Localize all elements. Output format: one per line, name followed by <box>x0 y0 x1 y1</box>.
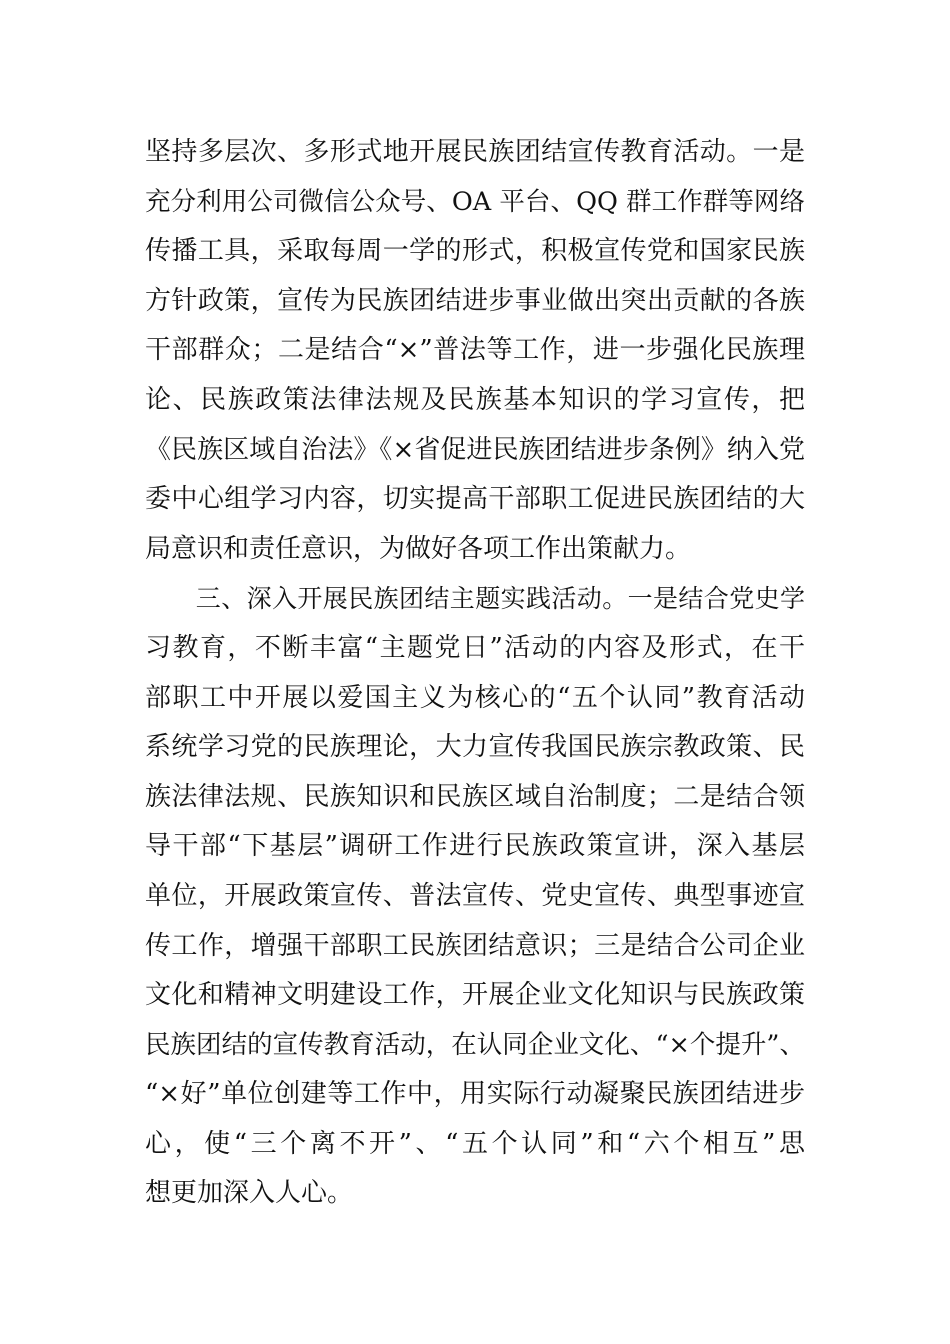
text-line-1: 坚持多层次、多形式地开展民族团结宣传教育活动。一是 <box>145 137 805 167</box>
text-line-19: 民族团结的宣传教育活动，在认同企业文化、“×个提升”、 <box>145 1029 805 1060</box>
text-line-7: 《民族区域自治法》《×省促进民族团结进步条例》纳入党 <box>145 434 805 465</box>
text-line-8: 委中心组学习内容，切实提高干部职工促进民族团结的大 <box>145 484 805 515</box>
text-line-17: 传工作，增强干部职工民族团结意识；三是结合公司企业 <box>145 930 805 961</box>
text-line-22: 想更加深入人心。 <box>145 1178 354 1209</box>
text-line-15: 导干部“下基层”调研工作进行民族政策宣讲，深入基层 <box>145 831 805 862</box>
text-line-4: 方针政策，宣传为民族团结进步事业做出突出贡献的各族 <box>145 285 805 316</box>
text-line-13: 系统学习党的民族理论，大力宣传我国民族宗教政策、民 <box>145 732 805 763</box>
text-line-6: 论、民族政策法律法规及民族基本知识的学习宣传，把 <box>145 384 805 415</box>
text-line-12: 部职工中开展以爱国主义为核心的“五个认同”教育活动 <box>145 682 805 713</box>
text-line-3: 传播工具，采取每周一学的形式，积极宣传党和国家民族 <box>145 236 805 267</box>
text-line-16: 单位，开展政策宣传、普法宣传、党史宣传、典型事迹宣 <box>145 880 805 911</box>
text-line-21: 心，使“三个离不开”、“五个认同”和“六个相互”思 <box>145 1128 805 1159</box>
text-line-9: 局意识和责任意识，为做好各项工作出策献力。 <box>145 533 692 564</box>
text-line-20: “×好”单位创建等工作中，用实际行动凝聚民族团结进步 <box>145 1079 805 1110</box>
text-line-18: 文化和精神文明建设工作，开展企业文化知识与民族政策 <box>145 980 805 1011</box>
text-line-11: 习教育，不断丰富“主题党日”活动的内容及形式，在干 <box>145 632 805 663</box>
text-line-14: 族法律法规、民族知识和民族区域自治制度；二是结合领 <box>145 781 805 812</box>
text-line-10: 三、深入开展民族团结主题实践活动。一是结合党史学 <box>145 584 805 614</box>
text-line-2: 充分利用公司微信公众号、OA 平台、QQ 群工作群等网络 <box>145 186 805 217</box>
body-text <box>145 128 805 1219</box>
text-line-5: 干部群众；二是结合“×”普法等工作，进一步强化民族理 <box>145 335 805 366</box>
